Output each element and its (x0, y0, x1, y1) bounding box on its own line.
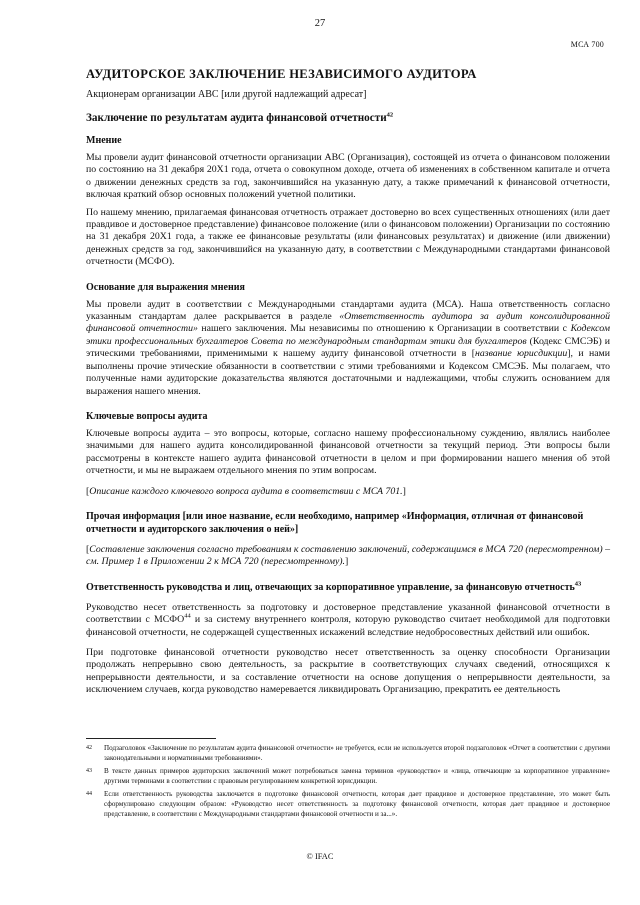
footnote-ref-44[interactable]: 44 (184, 612, 191, 620)
opinion-paragraph-2: По нашему мнению, прилагаемая финансовая отчетность отражает достоверно во всех существенных отношениях (или дает правдивое и достоверное представление) финансовое положение (или о финансовом положении) Организации по состоянию на 31 декабря 20Х1 года, а также ее финансовые результаты (или финансовых результатах) и движение (или движении) денежных средств за год, закончившийся на указанную дату, в соответствии с Международными стандартами финансовой отчетности (МСФО). (86, 206, 610, 268)
key-matters-italic: Описание каждого ключевого вопроса аудита в соответствии с МСА 701. (89, 485, 403, 497)
responsibility-heading (86, 581, 610, 594)
footnote-text: В тексте данных примеров аудиторских заключений может потребоваться замена терминов «руководство» и «лица, отвечающие за корпоративное управление» другими терминами в соответствии с правовым регулированием конкретной юрисдикции. (104, 767, 610, 785)
opinion-heading: Мнение (86, 135, 122, 146)
footnote-ref-42[interactable]: 42 (386, 111, 394, 119)
responsibility-text-1b: и за систему внутреннего контроля, которую руководство считает необходимой для подготовки финансовой отчетности, не содержащей существенных искажений вследствие недобросовестных действий или ошибок. (86, 614, 610, 638)
other-info-heading: Прочая информация [или иное название, если необходимо, например «Информация, отличная от финансовой отчетности и аудиторского заключения о ней»] (86, 510, 584, 535)
bracket-close: ] (402, 485, 406, 497)
footnotes (86, 744, 610, 823)
footnote-number: 43 (86, 768, 92, 775)
other-info-paragraph (86, 544, 610, 569)
bracket-close: ] (345, 556, 349, 568)
addressee: Акционерам организации АВС [или другой надлежащий адресат] (86, 89, 367, 100)
basis-text-4: ], и нами выполнены прочие этические обязанности в соответствии с этими требованиями и Кодексом СМСЭБ. Мы полагаем, что полученные нами аудиторские доказательства являются достаточными и надлежащими, чтобы служить основанием для выражения нашего мнения. (86, 348, 610, 397)
page-number: 27 (314, 18, 326, 29)
footnote-number: 44 (86, 791, 92, 798)
key-matters-heading: Ключевые вопросы аудита (86, 410, 208, 422)
basis-text-3: (Кодекс СМСЭБ) и этическими требованиями, применимыми к нашему аудиту финансовой отчетности в [ (86, 335, 610, 360)
basis-italic-2: Кодексом этики профессиональных бухгалтеров Совета по международным стандартам этики для бухгалтеров (86, 323, 610, 347)
bracket-open: [ (86, 543, 90, 555)
basis-italic-1: «Ответственность аудитора за аудит консолидированной финансовой отчетности» (86, 311, 610, 335)
other-info-italic: Составление заключения согласно требованиям к составлению заключений, содержащимся в МСА 720 (пересмотренном) – см. Пример 1 в Приложении 2 к МСА 720 (пересмотренному). (86, 543, 610, 568)
footnote-ref-43[interactable]: 43 (574, 580, 582, 588)
bracket-open: [ (86, 485, 90, 497)
footnote-number: 42 (86, 745, 92, 751)
main-content (86, 66, 610, 697)
section-title-text: Заключение по результатам аудита финансовой отчетности (86, 112, 387, 124)
report-title: АУДИТОРСКОЕ ЗАКЛЮЧЕНИЕ НЕЗАВИСИМОГО АУДИТОРА (86, 67, 477, 81)
basis-text-2: нашего заключения. Мы независимы по отношению к Организации в соответствии с (197, 323, 571, 335)
basis-italic-3: название юрисдикции (474, 348, 568, 360)
footnote (86, 744, 610, 763)
basis-text-1: Мы провели аудит в соответствии с Международными стандартами аудита (МСА). Наша ответственность согласно указанным стандартам далее раскрывается в разделе (86, 298, 610, 323)
responsibility-paragraph-2: При подготовке финансовой отчетности руководство несет ответственность за оценку способности Организации продолжать непрерывно свою деятельность, за раскрытие в соответствующих случаях сведений, относящихся к непрерывности деятельности, и за составление отчетности на основе допущения о непрерывности деятельности, за исключением случаев, когда руководство намеревается ликвидировать Организацию, прекратить ее деятельность (86, 646, 610, 696)
footnote-text: Если ответственность руководства заключается в подготовке финансовой отчетности, которая дает правдивое и достоверное представление, это может быть сформулировано следующим образом: «Руководство несет ответственность за подготовку финансовой отчетности, которая дает правдивое и достоверное представление, в соответствии с Международными стандартами финансовой отчетности и за...». (104, 790, 610, 818)
footer-copyright: © IFAC (306, 852, 334, 861)
footnote (86, 767, 610, 786)
section-title (86, 111, 610, 125)
footnote (86, 790, 610, 819)
responsibility-text-1a: Руководство несет ответственность за подготовку и достоверное представление указанной финансовой отчетности в соответствии с МСФО (86, 601, 610, 626)
basis-paragraph (86, 299, 610, 398)
opinion-paragraph-1: Мы провели аудит финансовой отчетности организации АВС (Организация), состоящей из отчета о финансовом положении по состоянию на 31 декабря 20Х1 года, отчета о совокупном доходе, отчета об изменениях в собственном капитале и отчета о движении денежных средств за год, закончившийся на указанную дату, а также примечаний к финансовой отчетности, включая краткий обзор основных положений учетной политики. (86, 152, 610, 201)
basis-heading: Основание для выражения мнения (86, 281, 245, 293)
key-matters-paragraph-1: Ключевые вопросы аудита – это вопросы, которые, согласно нашему профессиональному суждению, являлись наиболее значимыми для нашего аудита консолидированной финансовой отчетности за текущий период. Эти вопросы были рассмотрены в контексте нашего аудита финансовой отчетности в целом и при формировании нашего мнения об этой отчетности, и мы не выражаем отдельного мнения по этим вопросам. (86, 427, 610, 477)
key-matters-paragraph-2 (86, 486, 610, 498)
footnote-divider (86, 738, 216, 739)
footnote-text: Подзаголовок «Заключение по результатам аудита финансовой отчетности» не требуется, если не используется второй подзаголовок «Отчет в соответствии с другими законодательными и нормативными требованиями». (104, 744, 610, 762)
responsibility-heading-text: Ответственность руководства и лиц, отвечающих за корпоративное управление, за финансовую отчетность (86, 581, 575, 593)
document-code: МСА 700 (570, 40, 604, 49)
responsibility-paragraph-1 (86, 602, 610, 639)
